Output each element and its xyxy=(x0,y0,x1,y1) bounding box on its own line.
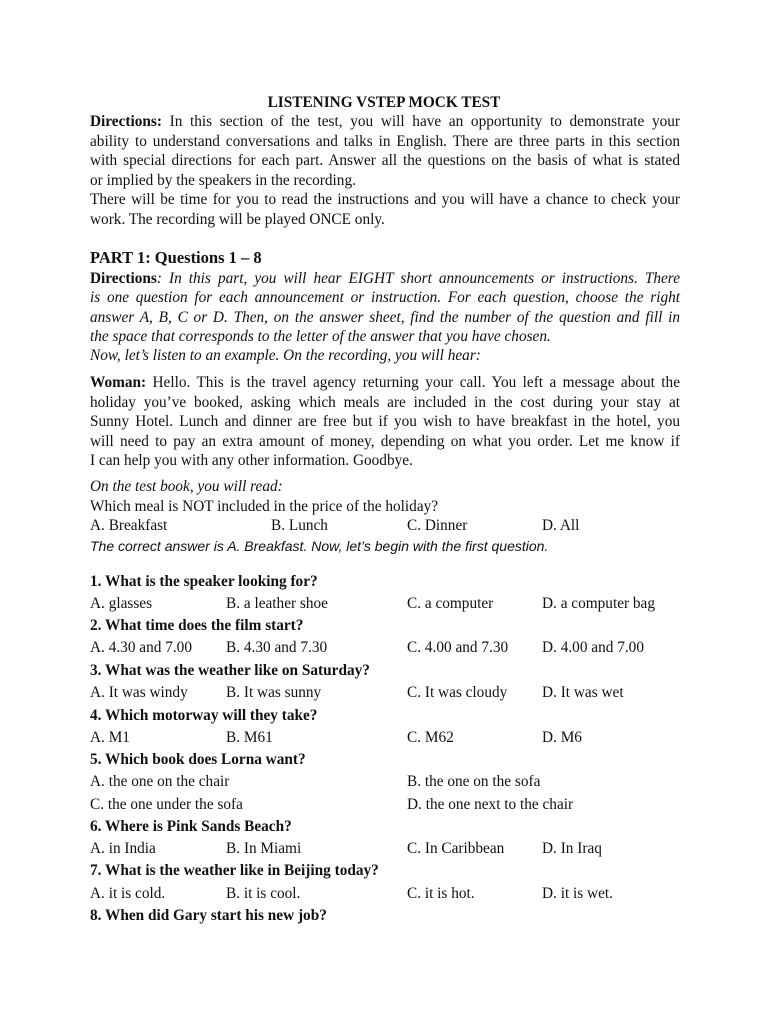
question-3-option-a: A. It was windy xyxy=(90,684,188,701)
question-1-option-d: D. a computer bag xyxy=(542,595,655,612)
question-2-option-c: C. 4.00 and 7.30 xyxy=(407,639,509,656)
example-option: C. Dinner xyxy=(407,517,468,534)
question-4: 4. Which motorway will they take? xyxy=(90,707,318,724)
question-1-option-c: C. a computer xyxy=(407,595,494,612)
example-transcript-line xyxy=(90,373,680,393)
question-7: 7. What is the weather like in Beijing today? xyxy=(90,862,379,879)
question-2-option-b: B. 4.30 and 7.30 xyxy=(226,639,328,656)
part1-directions-line: is one question for each announcement or instruction. For each question, choose the right xyxy=(90,289,680,306)
part1-heading: PART 1: Questions 1 – 8 xyxy=(90,248,262,267)
question-6: 6. Where is Pink Sands Beach? xyxy=(90,818,292,835)
question-5: 5. Which book does Lorna want? xyxy=(90,751,306,768)
part1-directions-line xyxy=(90,269,680,289)
example-option: B. Lunch xyxy=(271,517,328,534)
question-7-option-c: C. it is hot. xyxy=(407,885,475,902)
question-2-option-d: D. 4.00 and 7.00 xyxy=(542,639,644,656)
question-3-option-d: D. It was wet xyxy=(542,684,624,701)
question-4-option-b: B. M61 xyxy=(226,729,273,746)
question-5-option-b: B. the one on the sofa xyxy=(407,773,541,790)
example-transcript-line: I can help you with any other information. Goodbye. xyxy=(90,452,413,469)
question-8: 8. When did Gary start his new job? xyxy=(90,907,327,924)
question-6-option-d: D. In Iraq xyxy=(542,840,602,857)
directions-line: or implied by the speakers in the recording. xyxy=(90,172,356,189)
part1-directions-text: : In this part, you will hear EIGHT short announcements or instructions. There xyxy=(156,270,680,287)
part1-directions-label: Directions xyxy=(90,270,157,287)
question-3-option-b: B. It was sunny xyxy=(226,684,322,701)
question-4-option-c: C. M62 xyxy=(407,729,454,746)
question-1-option-a: A. glasses xyxy=(90,595,153,612)
question-5-option-a: A. the one on the chair xyxy=(90,773,230,790)
example-transcript-line: will need to pay an extra amount of money, depending on what you order. Let me know if xyxy=(90,433,680,450)
example-transcript-line: Sunny Hotel. Lunch and dinner are free but if you wish to have breakfast in the hotel, you xyxy=(90,413,680,430)
directions-line: ability to understand conversations and talks in English. There are three parts in this section xyxy=(90,133,680,150)
directions-label: Directions: xyxy=(90,113,162,130)
example-text: Hello. This is the travel agency returning your call. You left a message about the xyxy=(146,374,680,391)
part1-directions-line: answer A, B, C or D. Then, on the answer sheet, find the number of the question and fill in xyxy=(90,309,680,326)
speaker-label: Woman: xyxy=(90,374,147,391)
question-7-option-b: B. it is cool. xyxy=(226,885,301,902)
question-5-option-c: C. the one under the sofa xyxy=(90,796,243,813)
part1-directions-line: Now, let’s listen to an example. On the recording, you will hear: xyxy=(90,347,481,364)
question-4-option-d: D. M6 xyxy=(542,729,582,746)
example-option: A. Breakfast xyxy=(90,517,168,534)
directions-text: In this section of the test, you will have an opportunity to demonstrate your xyxy=(161,113,680,130)
question-3-option-c: C. It was cloudy xyxy=(407,684,508,701)
question-6-option-c: C. In Caribbean xyxy=(407,840,505,857)
example-question: Which meal is NOT included in the price of the holiday? xyxy=(90,498,439,515)
question-1: 1. What is the speaker looking for? xyxy=(90,573,318,590)
part1-directions-line: the space that corresponds to the letter of the answer that you have chosen. xyxy=(90,328,551,345)
question-7-option-a: A. it is cold. xyxy=(90,885,166,902)
question-6-option-b: B. In Miami xyxy=(226,840,302,857)
question-4-option-a: A. M1 xyxy=(90,729,130,746)
directions-line: There will be time for you to read the instructions and you will have a chance to check your xyxy=(90,191,680,208)
page-title: LISTENING VSTEP MOCK TEST xyxy=(267,94,501,111)
question-2: 2. What time does the film start? xyxy=(90,617,304,634)
question-3: 3. What was the weather like on Saturday? xyxy=(90,662,370,679)
directions-line xyxy=(90,112,680,132)
question-2-option-a: A. 4.30 and 7.00 xyxy=(90,639,192,656)
example-option: D. All xyxy=(542,517,580,534)
directions-line: with special directions for each part. Answer all the questions on the basis of what is stated xyxy=(90,152,680,169)
example-answer: The correct answer is A. Breakfast. Now, let’s begin with the first question. xyxy=(90,538,549,554)
question-7-option-d: D. it is wet. xyxy=(542,885,613,902)
example-transcript-line: holiday you’ve booked, asking which meals are included in the cost during your stay at xyxy=(90,394,680,411)
question-1-option-b: B. a leather shoe xyxy=(226,595,328,612)
question-5-option-d: D. the one next to the chair xyxy=(407,796,574,813)
question-6-option-a: A. in India xyxy=(90,840,156,857)
directions-line: work. The recording will be played ONCE only. xyxy=(90,211,385,228)
test-book-note: On the test book, you will read: xyxy=(90,478,283,495)
